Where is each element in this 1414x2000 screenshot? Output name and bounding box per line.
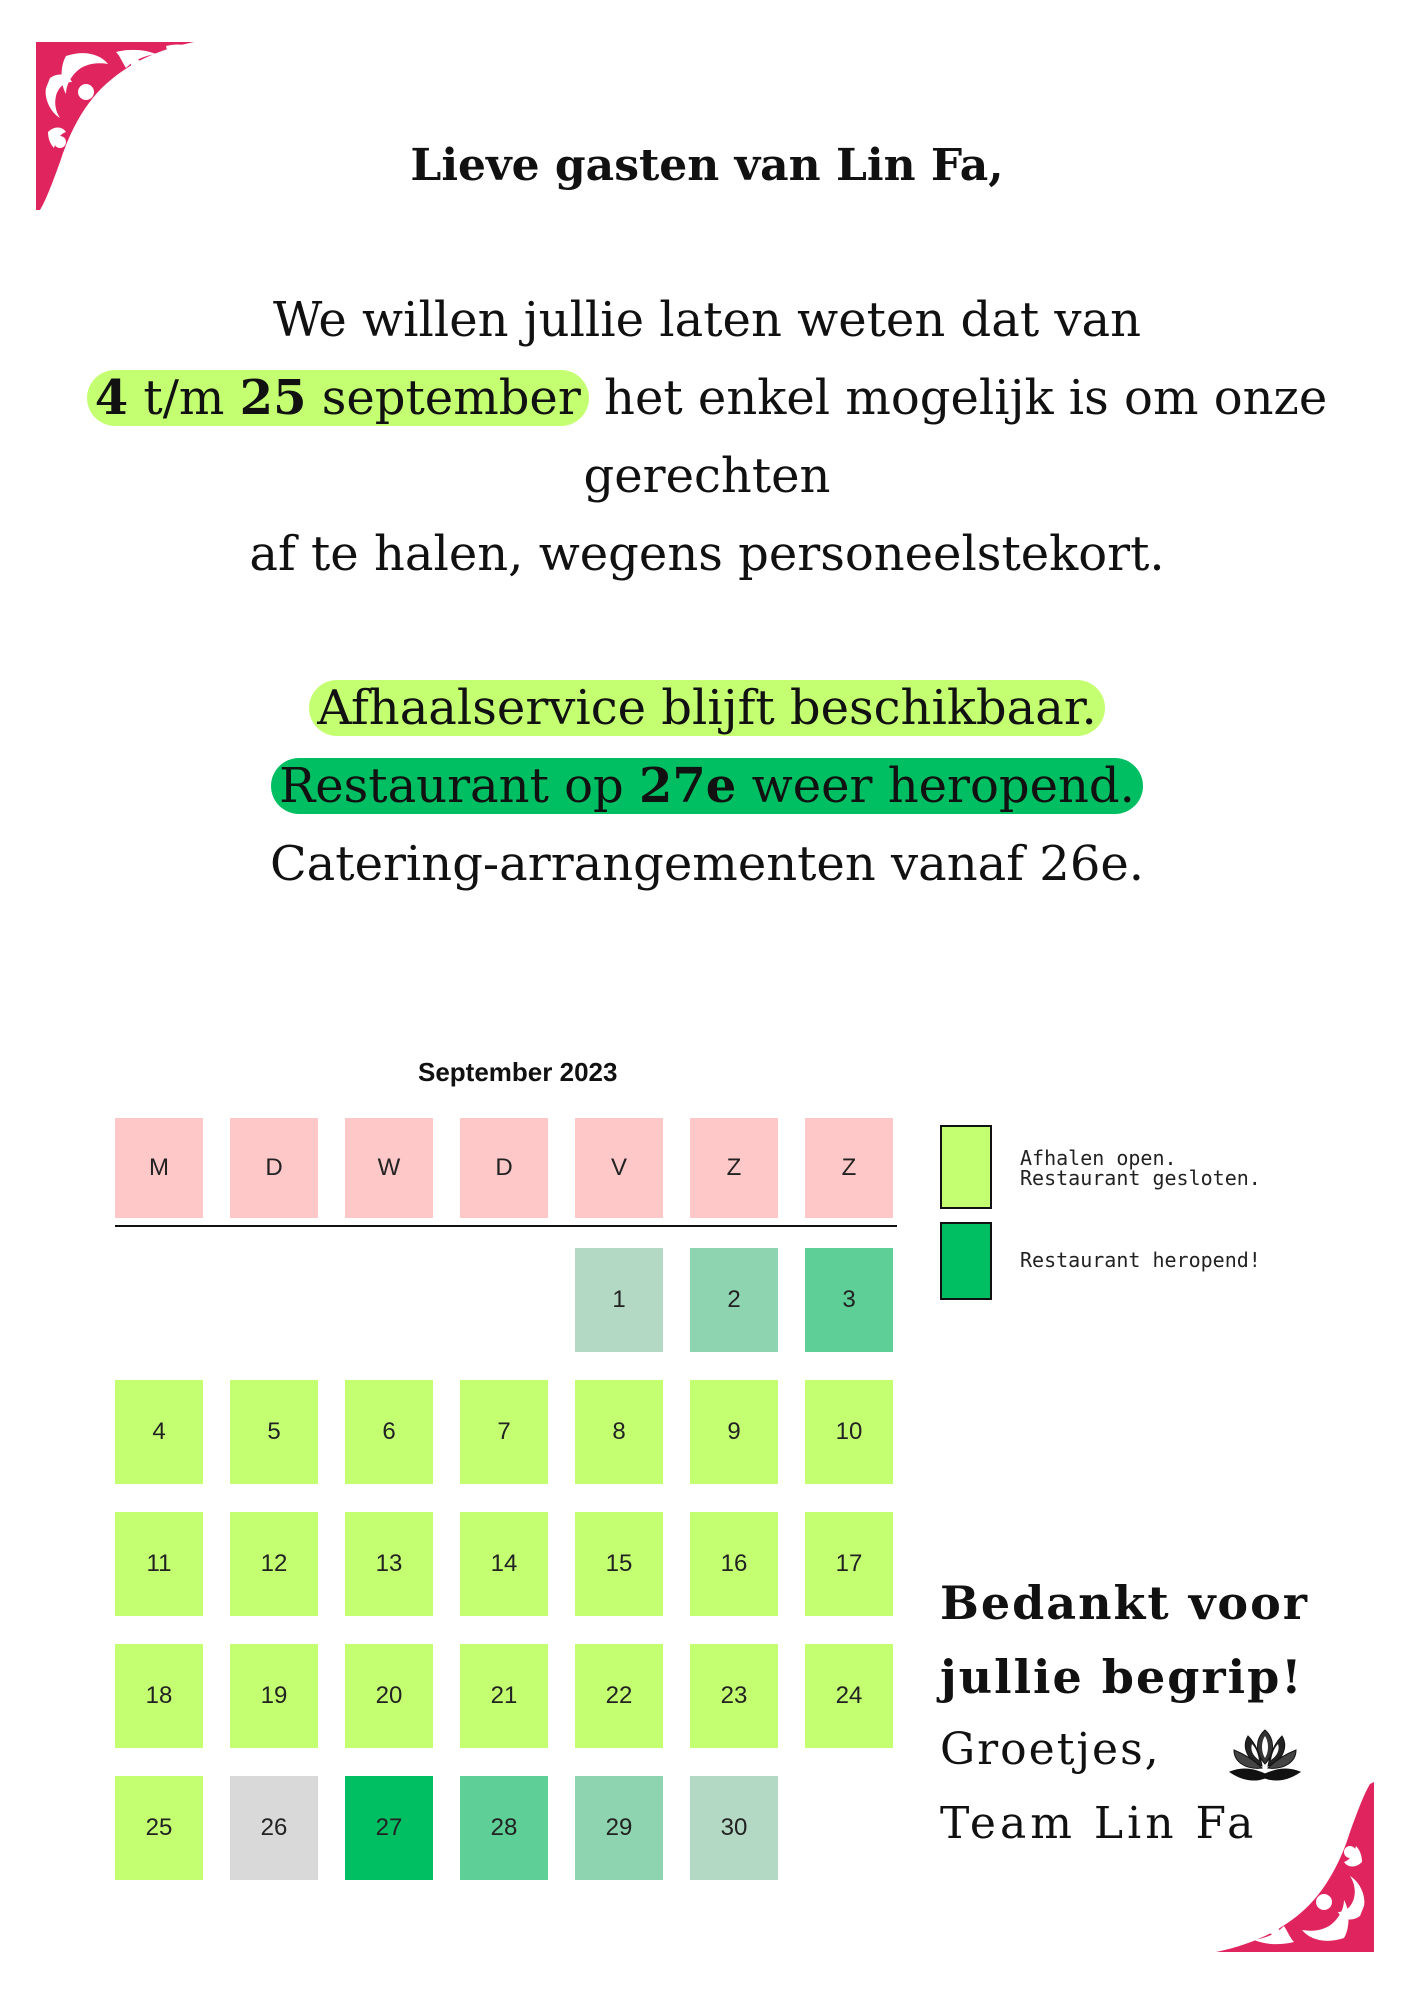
calendar-day: 22 [575,1644,663,1748]
calendar-day: 28 [460,1776,548,1880]
legend-takeaway-line2: Restaurant gesloten. [1020,1166,1261,1190]
legend-takeaway-line1: Afhalen open. [1020,1146,1177,1170]
calendar-day: 24 [805,1644,893,1748]
weekday-header: V [575,1118,663,1218]
calendar-day: 29 [575,1776,663,1880]
reopen-prefix: Restaurant op [279,758,639,814]
calendar-day: 26 [230,1776,318,1880]
calendar-day: 9 [690,1380,778,1484]
date-range-highlight [87,370,589,426]
reopen-date: 27e [639,758,737,814]
reopen-suffix: weer heropend. [736,758,1135,814]
month-name: september [306,370,581,426]
dishes-line: gerechten [583,448,831,504]
calendar-day: 3 [805,1248,893,1352]
weekday-header: D [230,1118,318,1218]
calendar-day: 21 [460,1644,548,1748]
start-day: 4 [94,370,129,426]
calendar-day: 15 [575,1512,663,1616]
calendar-day: 11 [115,1512,203,1616]
calendar-day: 18 [115,1644,203,1748]
thanks-line2: jullie begrip! [940,1650,1304,1704]
calendar-day: 20 [345,1644,433,1748]
calendar-day: 4 [115,1380,203,1484]
legend-takeaway-label [1020,1148,1261,1188]
calendar-day: 17 [805,1512,893,1616]
signature-text: Team Lin Fa [940,1798,1258,1849]
calendar-day: 5 [230,1380,318,1484]
legend-reopened-label: Restaurant heropend! [1020,1248,1261,1272]
reopen-line [0,758,1414,814]
calendar-day: 10 [805,1380,893,1484]
intro-line: We willen jullie laten weten dat van [272,292,1142,348]
end-day: 25 [239,370,307,426]
calendar-day: 30 [690,1776,778,1880]
calendar-day: 14 [460,1512,548,1616]
calendar-day: 16 [690,1512,778,1616]
calendar-day: 13 [345,1512,433,1616]
greeting-heading: Lieve gasten van Lin Fa, [410,140,1004,191]
reopen-highlight [271,758,1143,814]
calendar-divider [115,1225,897,1227]
legend-reopened-swatch [940,1222,992,1300]
calendar-day: 2 [690,1248,778,1352]
calendar-day: 27 [345,1776,433,1880]
lotus-flower-icon [1226,1724,1304,1786]
calendar-day: 7 [460,1380,548,1484]
range-separator: t/m [128,370,240,426]
weekday-header: W [345,1118,433,1218]
catering-line: Catering-arrangementen vanaf 26e. [269,836,1145,892]
weekday-header: Z [690,1118,778,1218]
calendar-day: 12 [230,1512,318,1616]
takeaway-line [0,680,1414,736]
weekday-header: M [115,1118,203,1218]
takeaway-highlight: Afhaalservice blijft beschikbaar. [309,680,1105,736]
calendar-day: 6 [345,1380,433,1484]
reason-line: af te halen, wegens personeelstekort. [249,526,1165,582]
weekday-header: D [460,1118,548,1218]
regards-text: Groetjes, [940,1724,1161,1775]
date-range-line [0,370,1414,426]
calendar-day: 1 [575,1248,663,1352]
weekday-header: Z [805,1118,893,1218]
legend-takeaway-swatch [940,1125,992,1209]
calendar-day: 8 [575,1380,663,1484]
calendar-title: September 2023 [418,1057,618,1087]
calendar-day: 23 [690,1644,778,1748]
thanks-line1: Bedankt voor [940,1576,1310,1630]
calendar-day: 25 [115,1776,203,1880]
calendar-day: 19 [230,1644,318,1748]
date-range-rest: het enkel mogelijk is om onze [588,370,1328,426]
